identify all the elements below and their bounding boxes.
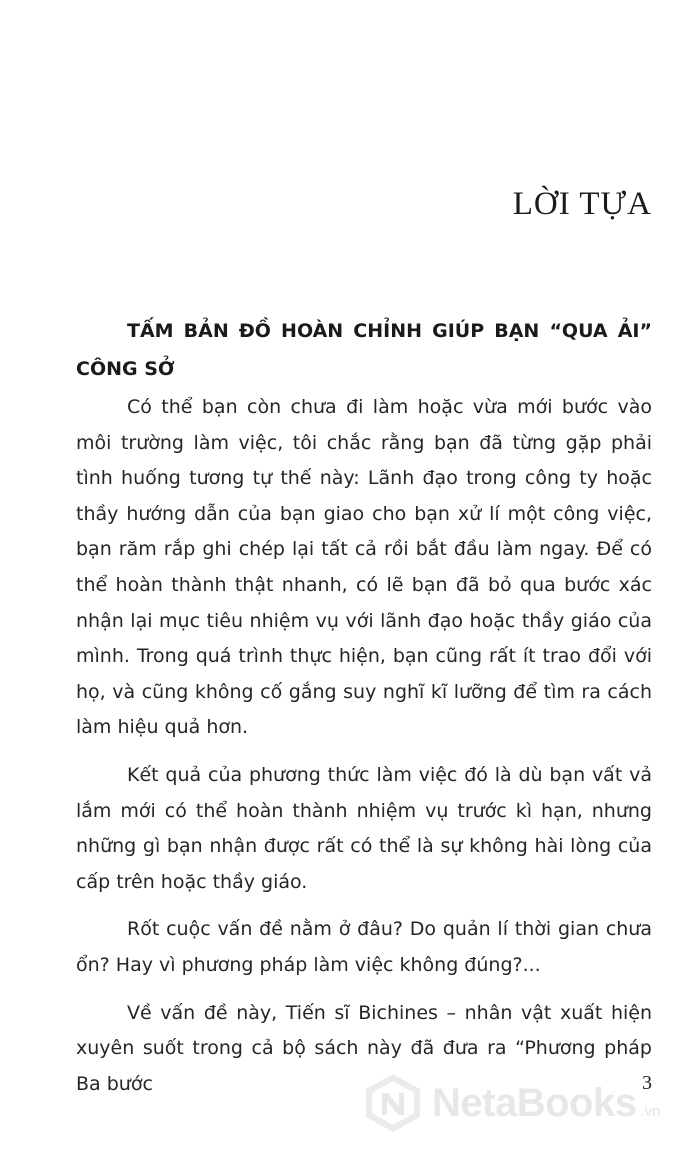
watermark-suffix: .vn: [640, 1102, 661, 1120]
netabooks-logo-icon: [362, 1072, 424, 1134]
page-number: 3: [642, 1072, 652, 1094]
body-text: [76, 390, 652, 1114]
chapter-title: LỜI TỰA: [512, 186, 652, 222]
section-heading: TẤM BẢN ĐỒ HOÀN CHỈNH GIÚP BẠN “QUA ẢI” CÔNG SỞ: [76, 320, 652, 380]
paragraph: Có thể bạn còn chưa đi làm hoặc vừa mới bước vào môi trường làm việc, tôi chắc rằng bạn đã từng gặp phải tình huống tương tự thế này: Lãnh đạo trong công ty hoặc thầy hướng dẫn của bạn giao cho bạn xử lí một công việc, bạn răm rắp ghi chép lại tất cả rồi bắt đầu làm ngay. Để có thể hoàn thành thật nhanh, có lẽ bạn đã bỏ qua bước xác nhận lại mục tiêu nhiệm vụ với lãnh đạo hoặc thầy giáo của mình. Trong quá trình thực hiện, bạn cũng rất ít trao đổi với họ, và cũng không cố gắng suy nghĩ kĩ lưỡng để tìm ra cách làm hiệu quả hơn.: [76, 396, 652, 739]
paragraph: Về vấn đề này, Tiến sĩ Bichines – nhân vật xuất hiện xuyên suốt trong cả bộ sách này đã đưa ra “Phương pháp Ba bước: [76, 1001, 652, 1095]
watermark: [362, 1072, 660, 1134]
paragraph: Kết quả của phương thức làm việc đó là dù bạn vất vả lắm mới có thể hoàn thành nhiệm vụ trước kì hạn, nhưng những gì bạn nhận được rất có thể là sự không hài lòng của cấp trên hoặc thầy giáo.: [76, 763, 652, 893]
paragraph: Rốt cuộc vấn đề nằm ở đâu? Do quản lí thời gian chưa ổn? Hay vì phương pháp làm việc không đúng?...: [76, 918, 652, 976]
watermark-brand: NetaBooks: [432, 1080, 637, 1125]
